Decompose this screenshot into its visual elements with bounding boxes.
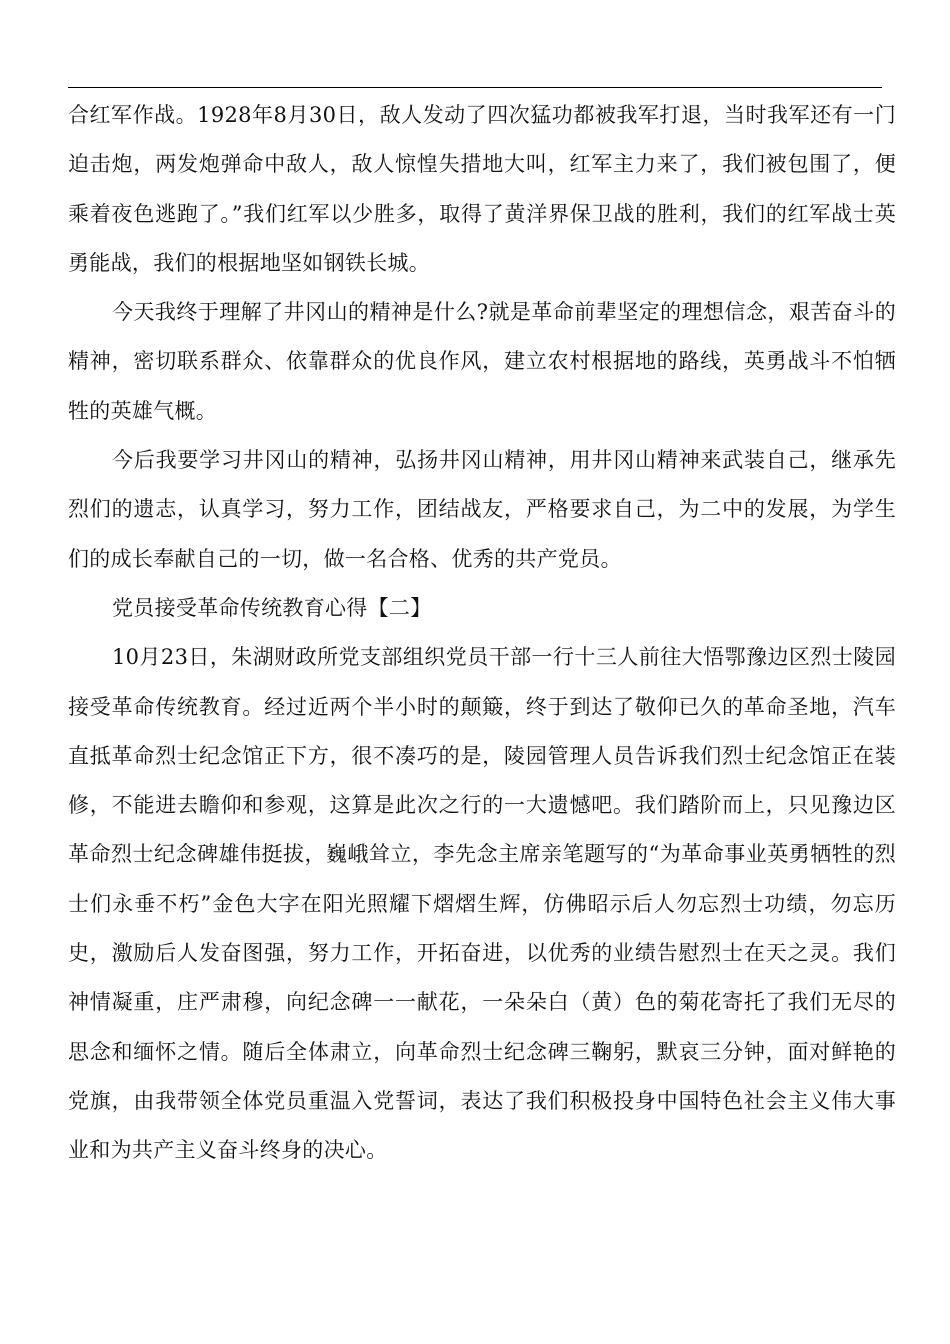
paragraph-future-commitment: 今后我要学习井冈山的精神，弘扬井冈山精神，用井冈山精神来武装自己，继承先烈们的遗志，认真学习，努力工作，团结战友，严格要求自己，为二中的发展，为学生们的成长奉献自己的一切，做一名合格、优秀的共产党员。 — [68, 448, 896, 571]
section-heading: 党员接受革命传统教育心得【二】 — [112, 595, 432, 620]
header-rule — [68, 87, 882, 88]
document-body — [68, 91, 896, 1176]
paragraph-jinggangshan-spirit: 今天我终于理解了井冈山的精神是什么?就是革命前辈坚定的理想信念，艰苦奋斗的精神，密切联系群众、依靠群众的优良作风，建立农村根据地的路线，英勇战斗不怕牺牲的英雄气概。 — [68, 300, 896, 423]
paragraph-memorial-visit: 10月23日，朱湖财政所党支部组织党员干部一行十三人前往大悟鄂豫边区烈士陵园接受革命传统教育。经过近两个半小时的颠簸，终于到达了敬仰已久的革命圣地，汽车直抵革命烈士纪念馆正下方，很不凑巧的是，陵园管理人员告诉我们烈士纪念馆正在装修，不能进去瞻仰和参观，这算是此次之行的一大遗憾吧。我们踏阶而上，只见豫边区革命烈士纪念碑雄伟挺拔，巍峨耸立，李先念主席亲笔题写的“为革命事业英勇牺牲的烈士们永垂不朽”金色大字在阳光照耀下熠熠生辉，仿佛昭示后人勿忘烈士功绩，勿忘历史，激励后人发奋图强，努力工作，开拓奋进，以优秀的业绩告慰烈士在天之灵。我们神情凝重，庄严肃穆，向纪念碑一一献花，一朵朵白（黄）色的菊花寄托了我们无尽的思念和缅怀之情。随后全体肃立，向革命烈士纪念碑三鞠躬，默哀三分钟，面对鲜艳的党旗，由我带领全体党员重温入党誓词，表达了我们积极投身中国特色社会主义伟大事业和为共产主义奋斗终身的决心。 — [68, 645, 896, 1163]
paragraph-continuation: 合红军作战。1928年8月30日，敌人发动了四次猛功都被我军打退，当时我军还有一门迫击炮，两发炮弹命中敌人，敌人惊惶失措地大叫，红军主力来了，我们被包围了，便乘着夜色逃跑了。”我们红军以少胜多，取得了黄洋界保卫战的胜利，我们的红军战士英勇能战，我们的根据地坚如钢铁长城。 — [68, 103, 896, 275]
